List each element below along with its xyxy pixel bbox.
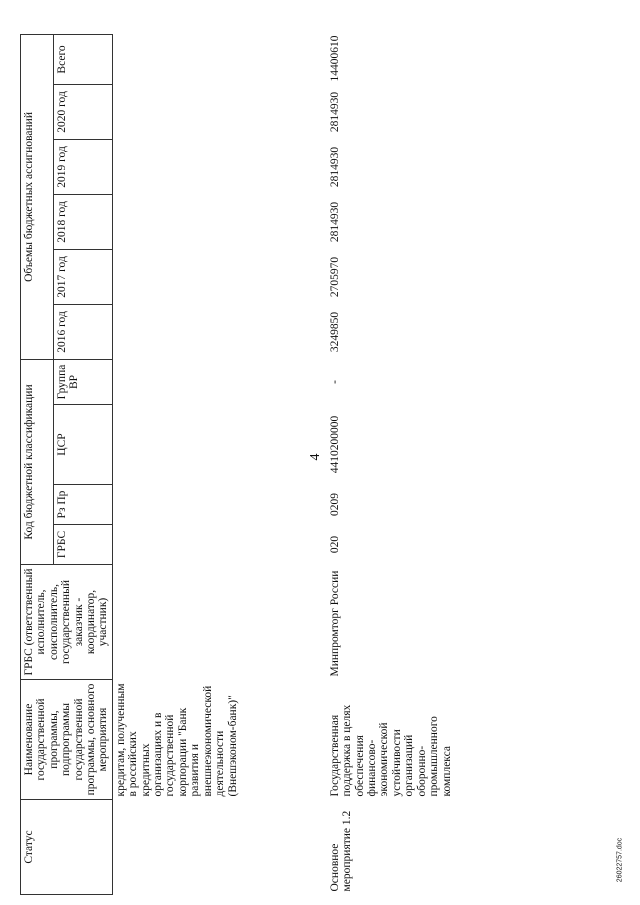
document-code: 26022757.doc: [616, 837, 624, 883]
row-grbs-code: 020: [328, 535, 341, 554]
header-2020: 2020 год: [53, 84, 112, 139]
row-2016: 3249850: [328, 311, 341, 353]
header-total: Всего: [53, 34, 112, 84]
header-rz-pr: Рз Пр: [53, 485, 112, 525]
header-grbs-code: ГРБС: [53, 525, 112, 565]
budget-table: [20, 34, 461, 895]
row-total: 14400610: [328, 35, 341, 82]
header-status: Статус: [21, 800, 113, 895]
row-2020: 2814930: [328, 91, 341, 133]
row-status: Основное мероприятие 1.2: [328, 810, 354, 892]
header-volumes: Объемы бюджетных ассигнований: [21, 34, 54, 359]
row-vr: -: [328, 380, 341, 384]
header-2018: 2018 год: [53, 194, 112, 249]
row-grbs: Минпромторг России: [328, 570, 341, 677]
row-2019: 2814930: [328, 146, 341, 188]
table-row: [327, 34, 461, 894]
row-name: Государственная поддержка в целях обеспечения финансово-экономической устойчивости организаций оборонно-промышленного комплекса: [328, 704, 453, 797]
header-2016: 2016 год: [53, 304, 112, 359]
header-2019: 2019 год: [53, 139, 112, 194]
row-rz-pr: 0209: [328, 493, 341, 516]
row-2018: 2814930: [328, 201, 341, 243]
rotated-table-container: [20, 35, 580, 895]
continuation-name: кредитам, полученным в российских кредитных организациях и в государственной корпорации "Банк развития и внешнеэкономической деятельности (Внешэконом-банк)": [114, 683, 239, 797]
header-name: Наименование государственной программы, подпрограммы государственной программы, основного мероприятия: [21, 680, 113, 800]
row-csr: 4410200000: [328, 415, 341, 474]
header-2017: 2017 год: [53, 249, 112, 304]
header-classification: Код бюджетной классификации: [21, 359, 54, 564]
header-vr: Группа ВР: [53, 359, 112, 404]
header-csr: ЦСР: [53, 405, 112, 485]
header-grbs: ГРБС (ответственный исполнитель, соисполнитель, государственный заказчик - координатор, участник): [21, 565, 113, 680]
page-number: 4: [308, 453, 323, 461]
row-2017: 2705970: [328, 256, 341, 298]
